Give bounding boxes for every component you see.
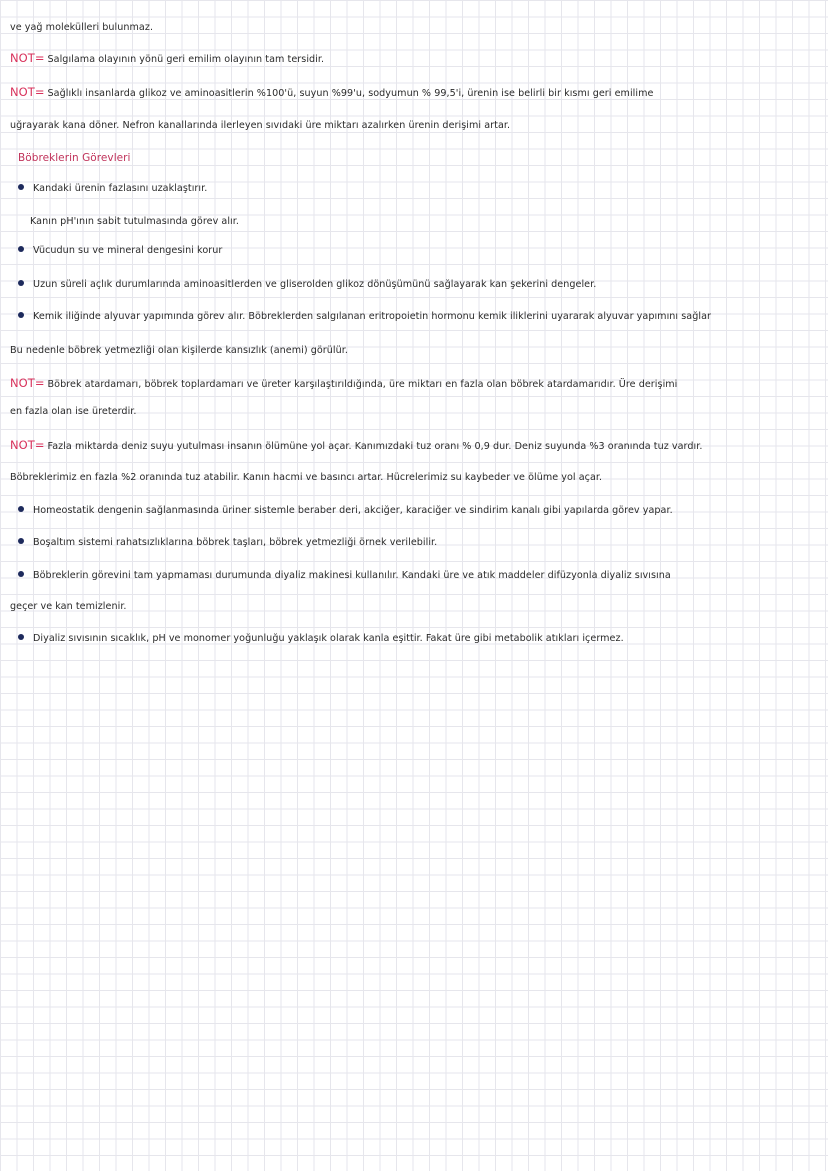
text-line <box>30 215 828 229</box>
line-text: ve yağ molekülleri bulunmaz. <box>10 22 154 33</box>
bullet-item <box>18 569 826 583</box>
bullet-item <box>18 244 826 258</box>
section-heading <box>18 151 826 166</box>
bullet-icon <box>18 538 24 544</box>
line-text: Böbrek atardamarı, böbrek toplardamarı ve üreter karşılaştırıldığında, üre miktarı en fazla olan böbrek atardamarıdır. Üre derişimi <box>47 379 678 390</box>
text-line <box>10 600 818 614</box>
bullet-item <box>18 310 826 324</box>
bullet-icon <box>18 506 24 512</box>
bullet-text: Diyaliz sıvısının sıcaklık, pH ve monomer yoğunluğu yaklaşık olarak kanla eşittir. Fakat üre gibi metabolik atıkları içermez. <box>33 633 624 644</box>
bullet-text: Boşaltım sistemi rahatsızlıklarına böbrek taşları, böbrek yetmezliği örnek verilebilir. <box>33 537 438 548</box>
line-text: geçer ve kan temizlenir. <box>10 601 127 612</box>
note-line <box>10 85 818 101</box>
text-line <box>10 471 818 485</box>
bullet-item <box>18 182 826 196</box>
bullet-item <box>18 278 826 292</box>
line-text: Fazla miktarda deniz suyu yutulması insanın ölümüne yol açar. Kanımızdaki tuz oranı % 0,9 dur. Deniz suyunda %3 oranında tuz vardır. <box>47 441 703 452</box>
note-label: NOT= <box>10 51 45 65</box>
bullet-icon <box>18 571 24 577</box>
line-text: Salgılama olayının yönü geri emilim olayının tam tersidir. <box>47 54 325 65</box>
heading-text: Böbreklerin Görevleri <box>18 152 131 164</box>
bullet-icon <box>18 246 24 252</box>
bullet-text: Uzun süreli açlık durumlarında aminoasitlerden ve gliserolden glikoz dönüşümünü sağlayarak kan şekerini dengeler. <box>33 279 597 290</box>
note-line <box>10 438 818 454</box>
bullet-text: Vücudun su ve mineral dengesini korur <box>33 245 223 256</box>
line-text: Sağlıklı insanlarda glikoz ve aminoasitlerin %100'ü, suyun %99'u, sodyumun % 99,5'i, ürenin ise belirli bir kısmı geri emilime <box>47 88 654 99</box>
bullet-text: Böbreklerin görevini tam yapmaması durumunda diyaliz makinesi kullanılır. Kandaki üre ve atık maddeler difüzyonla diyaliz sıvısına <box>33 570 671 581</box>
line-text: en fazla olan ise üreterdir. <box>10 406 137 417</box>
text-line <box>10 405 818 419</box>
bullet-icon <box>18 280 24 286</box>
bullet-item <box>18 632 826 646</box>
note-line <box>10 376 818 392</box>
note-label: NOT= <box>10 438 45 452</box>
bullet-text: Kemik iliğinde alyuvar yapımında görev alır. Böbreklerden salgılanan eritropoietin hormonu kemik iliklerini uyararak alyuvar yapımını sağlar <box>33 311 711 322</box>
line-text: Bu nedenle böbrek yetmezliği olan kişilerde kansızlık (anemi) görülür. <box>10 345 348 356</box>
bullet-text: Homeostatik dengenin sağlanmasında üriner sistemle beraber deri, akciğer, karaciğer ve sindirim kanalı gibi yapılarda görev yapar. <box>33 505 673 516</box>
note-label: NOT= <box>10 85 45 99</box>
bullet-icon <box>18 312 24 318</box>
line-text: Böbreklerimiz en fazla %2 oranında tuz atabilir. Kanın hacmi ve basıncı artar. Hücrelerimiz su kaybeder ve ölüme yol açar. <box>10 472 603 483</box>
bullet-icon <box>18 634 24 640</box>
line-text: uğrayarak kana döner. Nefron kanallarında ilerleyen sıvıdaki üre miktarı azalırken ürenin derişimi artar. <box>10 120 511 131</box>
note-line <box>10 51 818 67</box>
bullet-text: Kandaki ürenin fazlasını uzaklaştırır. <box>33 183 208 194</box>
bullet-item <box>18 536 826 550</box>
text-line <box>10 21 818 35</box>
note-label: NOT= <box>10 376 45 390</box>
bullet-icon <box>18 184 24 190</box>
bullet-item <box>18 504 826 518</box>
line-text: Kanın pH'ının sabit tutulmasında görev alır. <box>30 216 239 227</box>
text-line <box>10 344 818 358</box>
text-line <box>10 119 818 133</box>
